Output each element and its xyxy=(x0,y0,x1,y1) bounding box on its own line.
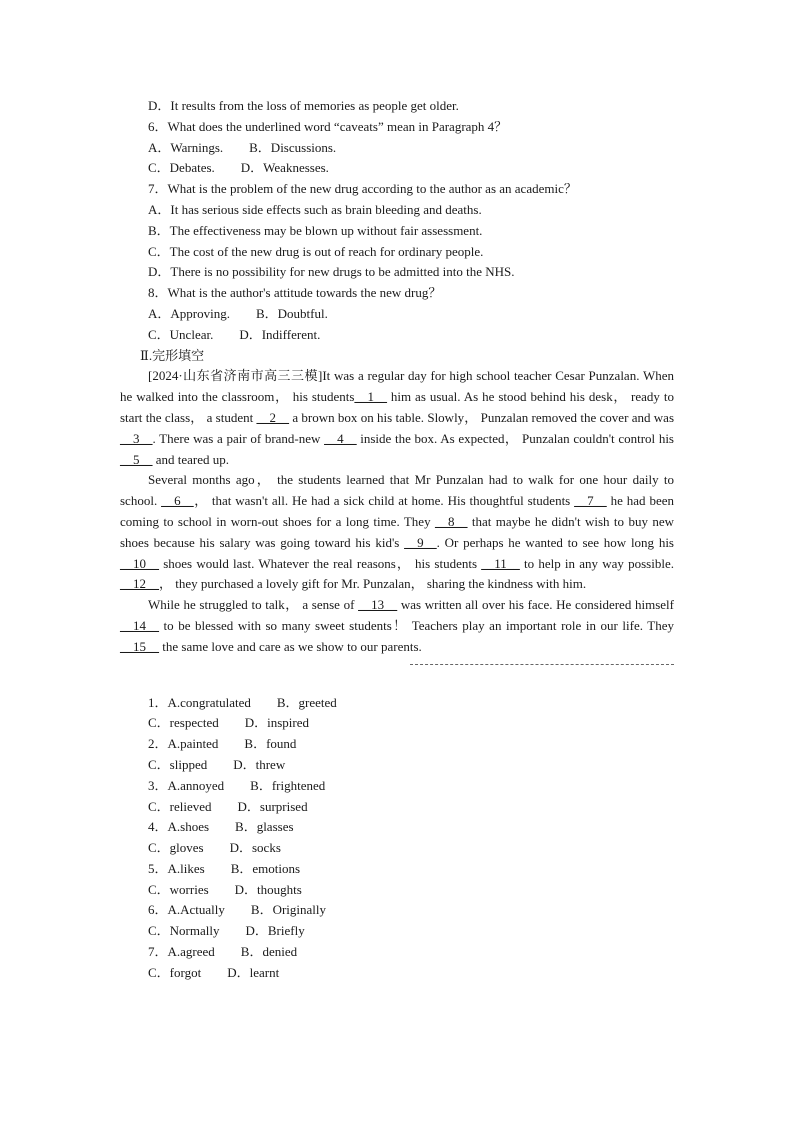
question-line: D．It results from the loss of memories as people get older. xyxy=(148,98,459,113)
cloze-text: Several months ago， the students learned that Mr Punzalan had to walk for one hour daily to school. xyxy=(120,472,674,509)
cloze-text: . There was a pair of brand-new xyxy=(152,430,325,446)
option-line: C．gloves D．socks xyxy=(148,840,281,856)
option-line: C．slipped D．threw xyxy=(148,756,286,772)
cloze-paragraph-1 xyxy=(120,366,674,470)
reading-questions xyxy=(120,96,674,346)
cloze-text: ， they purchased a lovely gift for Mr. Punzalan， sharing the kindness with him. xyxy=(159,576,587,592)
option-line: C．worries D．thoughts xyxy=(148,881,302,897)
cloze-text: him as usual. As he stood behind his desk， ready to start the class， a student xyxy=(120,389,674,425)
question-line: A．Approving. B．Doubtful. xyxy=(148,305,328,321)
cloze-text: the same love and care as we show to our parents. xyxy=(159,638,422,654)
cloze-text: and teared up. xyxy=(152,451,230,467)
cloze-blank: __13__ xyxy=(358,597,398,613)
cloze-text: While he struggled to talk， a sense of xyxy=(148,597,359,613)
cloze-options xyxy=(120,693,674,984)
section-title: Ⅱ.完形填空 xyxy=(140,347,205,363)
cloze-blank: __4__ xyxy=(324,430,357,446)
cloze-text: he had been coming to school in worn-out shoes for a long time. They xyxy=(120,493,674,529)
cloze-blank: __11__ xyxy=(481,555,520,571)
option-line: 6．A.Actually B．Originally xyxy=(148,902,327,918)
cloze-text: a brown box on his table. Slowly， Punzalan removed the cover and was xyxy=(289,409,675,425)
cloze-blank: __3__ xyxy=(120,430,153,446)
option-line: 7．A.agreed B．denied xyxy=(148,944,298,960)
document-page xyxy=(120,96,674,984)
option-line: 5．A.likes B．emotions xyxy=(148,860,301,876)
option-line: C．respected D．inspired xyxy=(148,715,310,731)
cloze-text: . Or perhaps he wanted to see how long his xyxy=(436,534,674,550)
cloze-text: to be blessed with so many sweet students！ Teachers play an important role in our life. They xyxy=(159,617,674,633)
cloze-text: to help in any way possible. xyxy=(519,555,674,571)
cloze-blank: __7__ xyxy=(574,493,607,509)
cloze-blank: __6__ xyxy=(161,493,194,509)
cloze-blank: __5__ xyxy=(120,451,153,467)
option-line: C．forgot D．learnt xyxy=(148,964,280,980)
option-line: C．relieved D．surprised xyxy=(148,798,308,814)
question-line: 8．What is the author's attitude towards the new drug？ xyxy=(148,285,442,301)
cloze-paragraph-2 xyxy=(120,470,674,595)
question-line: A．Warnings. B．Discussions. xyxy=(148,139,337,155)
cloze-blank: __9__ xyxy=(404,534,437,550)
option-line: C．Normally D．Briefly xyxy=(148,923,305,939)
cloze-paragraph-3 xyxy=(120,595,674,657)
question-line: D．There is no possibility for new drugs to be admitted into the NHS. xyxy=(148,264,515,280)
cloze-blank: __1__ xyxy=(354,389,387,405)
cloze-text: inside the box. As expected， Punzalan couldn't control his xyxy=(356,430,674,446)
question-line: B．The effectiveness may be blown up without fair assessment. xyxy=(148,222,483,238)
cloze-passage xyxy=(120,366,674,657)
question-line: A．It has serious side effects such as brain bleeding and deaths. xyxy=(148,201,482,217)
option-line: 4．A.shoes B．glasses xyxy=(148,819,294,835)
cloze-blank: __15__ xyxy=(120,638,159,654)
cloze-text: [2024·山东省济南市高三三模]It was a regular day for high school teacher Cesar Punzalan. When he walked into the classroom， his students xyxy=(120,368,674,405)
option-line: 3．A.annoyed B．frightened xyxy=(148,777,326,793)
cloze-text: that maybe he didn't wish to buy new shoes because his salary was going toward his kid's xyxy=(120,513,674,550)
question-line: C．The cost of the new drug is out of reach for ordinary people. xyxy=(148,243,484,259)
question-line: C．Unclear. D．Indifferent. xyxy=(148,326,321,342)
cloze-text: was written all over his face. He considered himself xyxy=(397,597,674,613)
question-line: C．Debates. D．Weaknesses. xyxy=(148,160,329,176)
cloze-blank: __12__ xyxy=(120,576,159,592)
cloze-blank: __14__ xyxy=(120,617,159,633)
cloze-text: shoes would last. Whatever the real reasons， his students xyxy=(159,555,482,571)
option-line: 1．A.congratulated B．greeted xyxy=(148,694,337,710)
cloze-blank: __8__ xyxy=(434,513,468,529)
question-line: 6．What does the underlined word “caveats” mean in Paragraph 4？ xyxy=(148,118,508,134)
cloze-text: ， that wasn't all. He had a sick child at home. His thoughtful students xyxy=(193,493,575,509)
cloze-blank: __10__ xyxy=(120,555,159,571)
option-line: 2．A.painted B．found xyxy=(148,736,297,752)
cloze-blank: __2__ xyxy=(256,409,290,425)
question-line: 7．What is the problem of the new drug according to the author as an academic？ xyxy=(148,181,577,197)
